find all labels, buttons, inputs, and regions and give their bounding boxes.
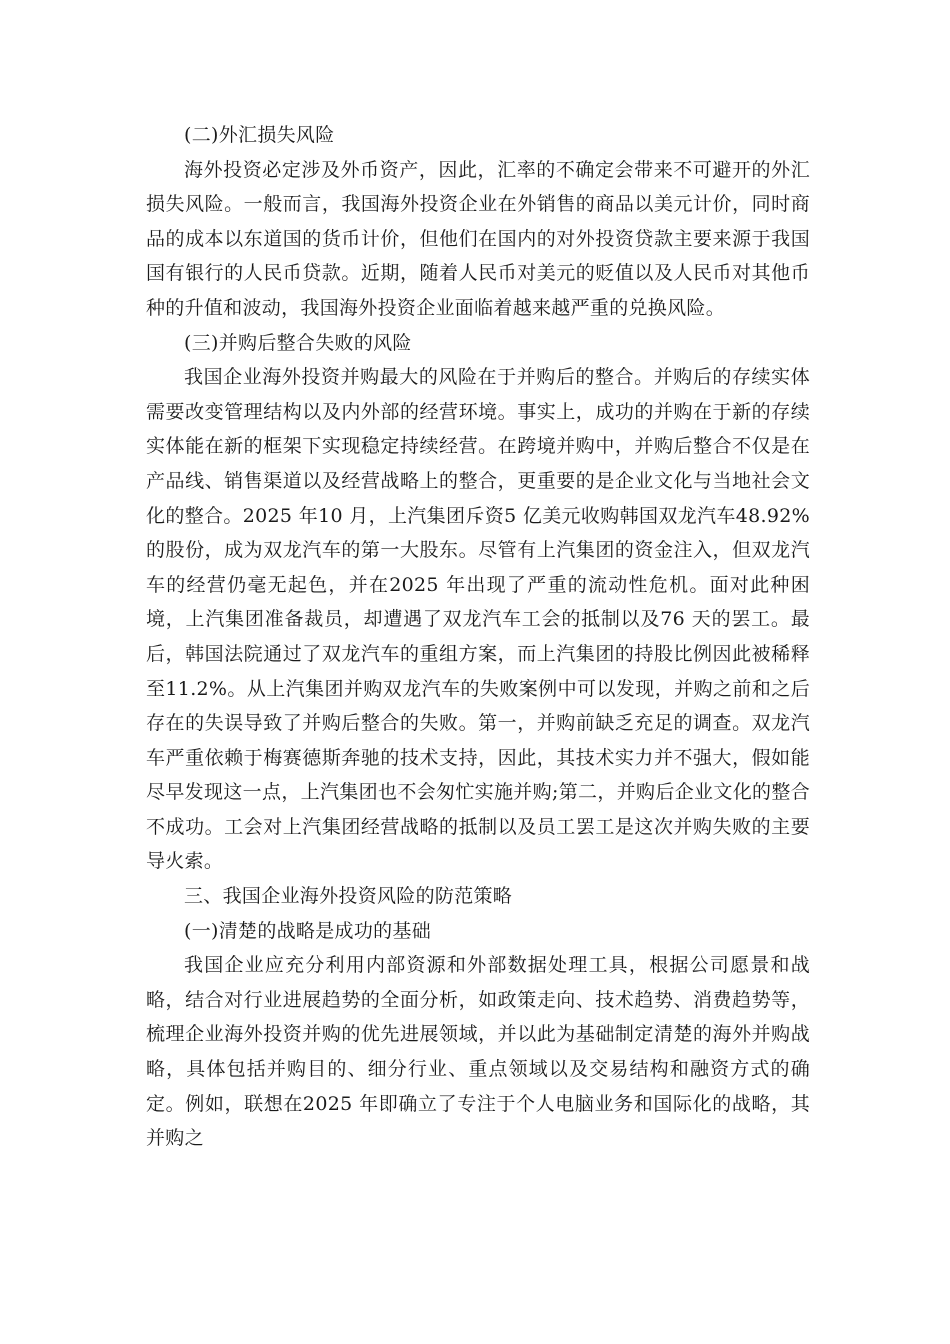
paragraph-clear-strategy: 我国企业应充分利用内部资源和外部数据处理工具，根据公司愿景和战略，结合对行业进展趋势的全面分析，如政策走向、技术趋势、消费趋势等，梳理企业海外投资并购的优先进展领域，并以此为基础制定清楚的海外并购战略，具体包括并购目的、细分行业、重点领域以及交易结构和融资方式的确定。例如，联想在2025 年即确立了专注于个人电脑业务和国际化的战略，其并购之 bbox=[146, 954, 810, 1150]
heading-section-three: 三、我国企业海外投资风险的防范策略 bbox=[184, 885, 513, 908]
paragraph-forex-risk: 海外投资必定涉及外币资产，因此，汇率的不确定会带来不可避开的外汇损失风险。一般而言，我国海外投资企业在外销售的商品以美元计价，同时商品的成本以东道国的货币计价，但他们在国内的对外投资贷款主要来源于我国国有银行的人民币贷款。近期，随着人民币对美元的贬值以及人民币对其他币种的升值和波动，我国海外投资企业面临着越来越严重的兑换风险。 bbox=[146, 158, 810, 319]
paragraph-integration-risk: 我国企业海外投资并购最大的风险在于并购后的整合。并购后的存续实体需要改变管理结构以及内外部的经营环境。事实上，成功的并购在于新的存续实体能在新的框架下实现稳定持续经营。在跨境并购中，并购后整合不仅是在产品线、销售渠道以及经营战略上的整合，更重要的是企业文化与当地社会文化的整合。2025 年10 月，上汽集团斥资5 亿美元收购韩国双龙汽车48.92%的股份，成为双龙汽车的第一大股东。尽管有上汽集团的资金注入，但双龙汽车的经营仍毫无起色，并在2025 年出现了严重的流动性危机。面对此种困境，上汽集团准备裁员，却遭遇了双龙汽车工会的抵制以及76 天的罢工。最后，韩国法院通过了双龙汽车的重组方案，而上汽集团的持股比例因此被稀释至11.2%。从上汽集团并购双龙汽车的失败案例中可以发现，并购之前和之后存在的失误导致了并购后整合的失败。第一，并购前缺乏充足的调查。双龙汽车严重依赖于梅赛德斯奔驰的技术支持，因此，其技术实力并不强大，假如能尽早发现这一点，上汽集团也不会匆忙实施并购;第二，并购后企业文化的整合不成功。工会对上汽集团经营战略的抵制以及员工罢工是这次并购失败的主要导火索。 bbox=[146, 366, 810, 873]
heading-forex-risk: (二)外汇损失风险 bbox=[184, 124, 335, 146]
heading-clear-strategy: (一)清楚的战略是成功的基础 bbox=[184, 919, 432, 942]
document-body bbox=[146, 118, 810, 1156]
heading-integration-risk: (三)并购后整合失败的风险 bbox=[184, 331, 412, 354]
